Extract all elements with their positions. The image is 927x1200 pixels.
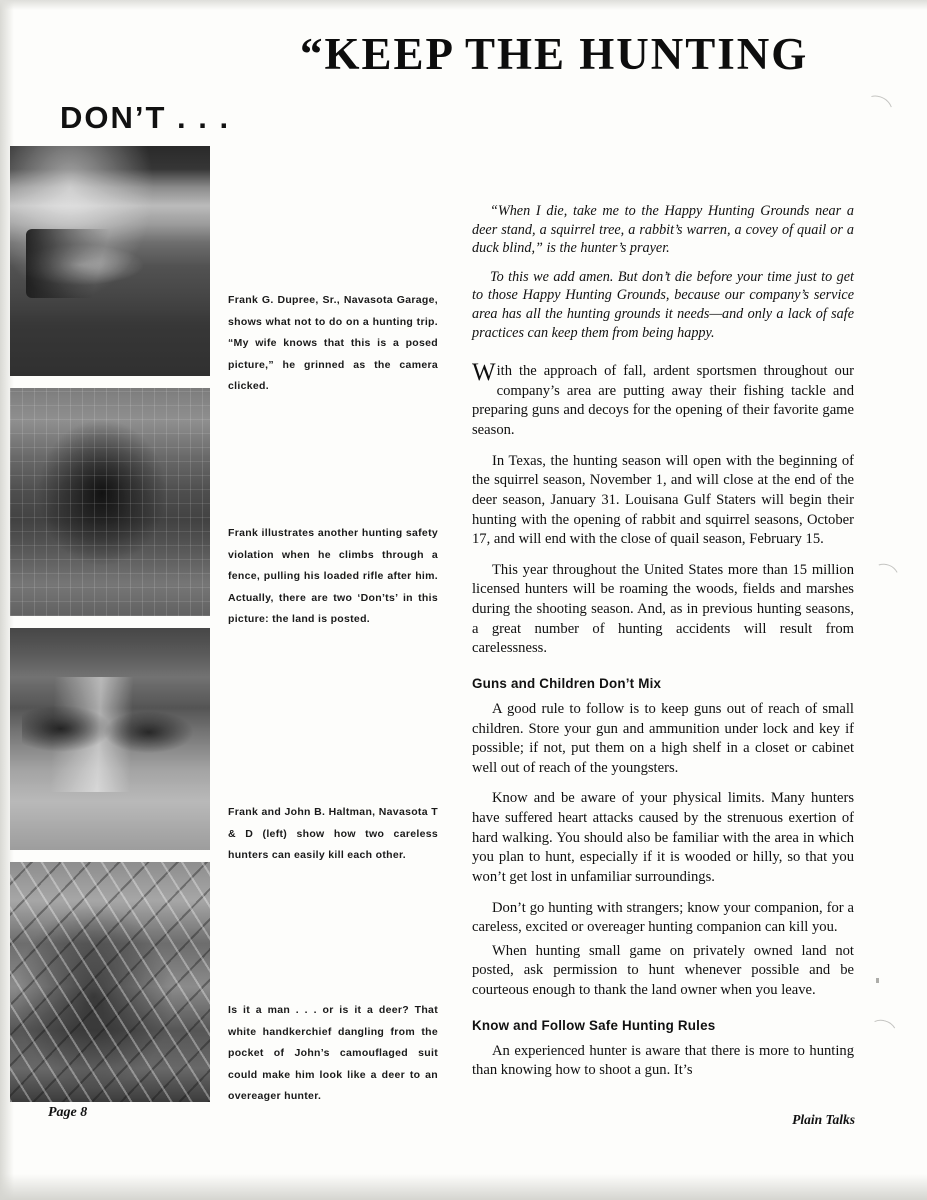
lede-paragraph: “When I die, take me to the Happy Hunting Grounds near a deer stand, a squirrel tree, a rabbit’s warren, a covey of quail or a duck blind,” is the hunter’s prayer. (472, 203, 854, 257)
page-headline: “KEEP THE HUNTING (300, 29, 809, 79)
body-paragraph: An experienced hunter is aware that there is more to hunting than knowing how to shoot a gun. It’s (472, 1042, 854, 1079)
article-column (472, 202, 854, 1092)
photo-image-3 (10, 628, 210, 850)
first-paragraph (472, 359, 854, 441)
body-paragraph: Don’t go hunting with strangers; know your companion, for a careless, excited or overeager hunting companion can kill you. (472, 899, 854, 936)
drop-cap: W (472, 359, 496, 387)
photo-image-4 (10, 862, 210, 1102)
body-paragraph: In Texas, the hunting season will open with the beginning of the squirrel season, November 1, and will close at the end of the deer season, January 31. Louisana Gulf Staters will begin their hunting with the opening of rabbit and squirrel seasons, October 17, and will end with the close of quail season, February 15. (472, 452, 854, 548)
paper-edge-bottom (0, 1174, 927, 1200)
lede-paragraph: To this we add amen. But don’t die before your time just to get to those Happy Hunting Grounds, because our company’s service area has all the hunting grounds it needs—and only a lack of safe practices can keep them from being happy. (472, 268, 854, 341)
article-body (472, 359, 854, 1081)
subhead-safe-hunting-rules: Know and Follow Safe Hunting Rules (472, 1017, 716, 1033)
paper-edge-top (0, 0, 927, 10)
body-paragraph: This year throughout the United States more than 15 million licensed hunters will be roaming the woods, fields and marshes during the shooting season. And, as in previous hunting seasons, a great number of hunting accidents will result from carelessness. (472, 561, 854, 657)
photo-two-hunters-in-field (10, 628, 210, 850)
photo-image-1 (10, 146, 210, 376)
scan-artifact (856, 90, 897, 130)
photo-hunter-climbing-fence (10, 388, 210, 616)
photo-caption: Frank illustrates another hunting safety violation when he climbs through a fence, pulling his loaded rifle after him. Actually, there are two ‘Don’ts’ in this picture: the land is posted. (228, 527, 438, 626)
body-paragraph: Know and be aware of your physical limits. Many hunters have suffered heart attacks caused by the strenuous exertion of hard walking. You should also be familiar with the area in which you plan to hunt, especially if it is wooded or hilly, so that you won’t get lost in unfamiliar surroundings. (472, 790, 854, 885)
scan-artifact (864, 1016, 901, 1050)
photo-camouflaged-man-in-brush (10, 862, 210, 1102)
first-paragraph-text: ith the approach of fall, ardent sportsmen throughout our company’s area are putting away their fishing tackle and preparing guns and decoys for the opening of their favorite game season. (472, 363, 854, 439)
photo-image-2 (10, 388, 210, 616)
article-lede (472, 202, 854, 342)
body-paragraph: When hunting small game on privately owned land not posted, ask permission to hunt whenever possible and be courteous enough to thank the land owner when you leave. (472, 942, 854, 999)
scan-speck (876, 978, 879, 983)
magazine-name: Plain Talks (792, 1112, 855, 1127)
photo-caption: Is it a man . . . or is it a deer? That white handkerchief dangling from the pocket of John’s camouflaged suit could make him look like a deer to an overeager hunter. (228, 1004, 438, 1103)
page-number: Page 8 (48, 1105, 88, 1120)
photo-caption: Frank and John B. Haltman, Navasota T & D (left) show how two careless hunters can easily kill each other. (228, 806, 438, 862)
photo-hunter-prone-with-rifle (10, 146, 210, 376)
dont-label: DON’T . . . (60, 100, 231, 135)
subhead-guns-and-children: Guns and Children Don’t Mix (472, 675, 662, 691)
photo-caption: Frank G. Dupree, Sr., Navasota Garage, shows what not to do on a hunting trip. “My wife knows that this is a posed picture,” he grinned as the camera clicked. (228, 294, 438, 393)
body-paragraph: A good rule to follow is to keep guns out of reach of small children. Store your gun and ammunition under lock and key if possible; if not, put them on a high shelf in a closet or cabinet well out of reach of the youngsters. (472, 700, 854, 776)
scan-artifact (868, 560, 903, 593)
